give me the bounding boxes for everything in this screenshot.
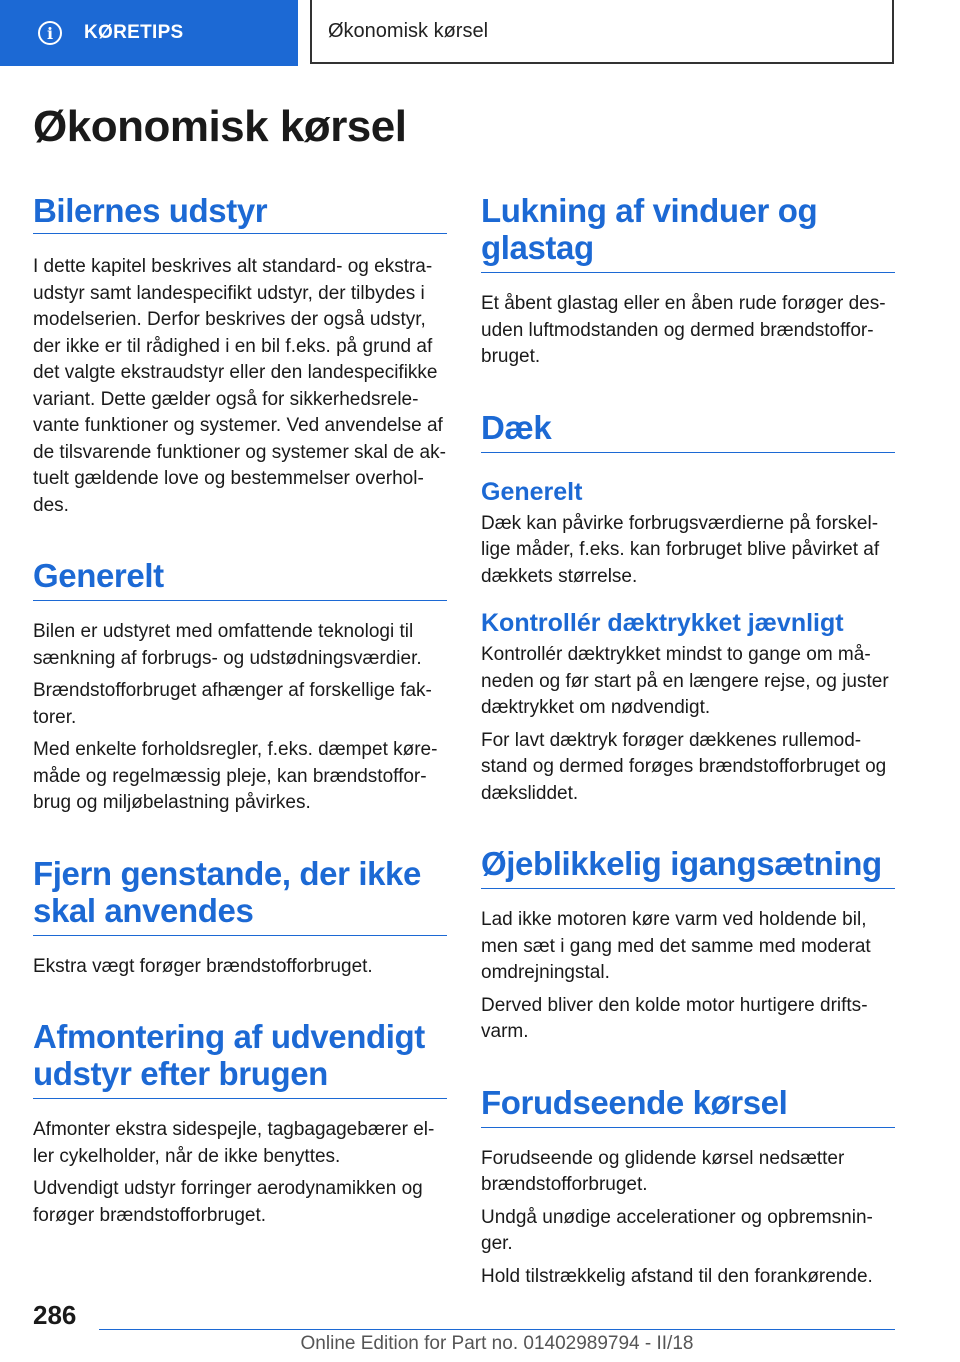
section-text: Et åbent glastag eller en åben rude forøger desuden luftmodstanden og dermed brændstofforbruget. xyxy=(481,293,886,367)
section-title-immediate-start: Øjeblikkelig igangsætning xyxy=(481,845,895,889)
subsection-title-tire-pressure: Kontrollér dæktrykket jævnligt xyxy=(481,609,844,637)
subsection-title-general: Generelt xyxy=(481,477,583,506)
section-title-general: Generelt xyxy=(33,557,447,601)
breadcrumb xyxy=(310,0,894,64)
section-text: I dette kapitel beskrives alt standard- og ekstraudstyr samt landespecifikt udstyr, der tilbydes i modelserien. Derfor beskrives der også udstyr, der ikke er til rådighed i en bil f.eks. på grund af det valgte ekstraudstyr eller den landespecifikke variant. Dette gælder også for sikkerhedsrelevante funktioner og systemer. Ved anvendelse af de tilsvarende funktioner og systemer skal de aktuelt gældende love og bestemmelser overholdes. xyxy=(33,256,446,516)
section-text: Forudseende og glidende kørsel nedsætter brændstofforbruget. xyxy=(481,1147,845,1195)
section-text: Lad ikke motoren køre varm ved holdende bil, men sæt i gang med det samme med moderat omdrejningstal. xyxy=(481,909,871,983)
section-text: For lavt dæktryk forøger dækkenes rullemodstand og dermed forøges brændstofforbruget og dæksliddet. xyxy=(481,729,887,804)
chapter-label: KØRETIPS xyxy=(84,22,184,43)
section-text: Undgå unødige accelerationer og opbremsninger. xyxy=(481,1206,873,1254)
section-title-windows: Lukning af vinduer og glastag xyxy=(481,192,895,273)
section-text: Brændstofforbruget afhænger af forskellige faktorer. xyxy=(33,680,432,728)
right-column xyxy=(481,192,895,1290)
section-text: Med enkelte forholdsregler, f.eks. dæmpet køremåde og regelmæssig pleje, kan brændstofforbrug og miljøbelastning påvirkes. xyxy=(33,739,438,813)
section-title-tires: Dæk xyxy=(481,409,895,453)
section-text: Udvendigt udstyr forringer aerodynamikken og forøger brændstofforbruget. xyxy=(33,1178,423,1226)
section-text: Kontrollér dæktrykket mindst to gange om måneden og før start på en længere rejse, og juster dæktrykket om nødvendigt. xyxy=(481,644,889,718)
section-text: Ekstra vægt forøger brændstofforbruget. xyxy=(33,955,373,977)
breadcrumb-text: Økonomisk kørsel xyxy=(328,19,489,42)
section-text: Derved bliver den kolde motor hurtigere driftsvarm. xyxy=(481,994,868,1042)
section-text: Dæk kan påvirke forbrugsværdierne på forskellige måder, f.eks. kan forbruget blive påvirket af dækkets størrelse. xyxy=(481,512,880,587)
info-icon: i xyxy=(38,21,62,45)
section-text: Bilen er udstyret med omfattende teknologi til sænkning af forbrugs- og udstødningsværdier. xyxy=(33,621,422,669)
page-number: 286 xyxy=(33,1300,77,1330)
chapter-tab[interactable] xyxy=(0,0,298,66)
left-column xyxy=(33,192,447,1229)
footer-divider xyxy=(99,1329,895,1330)
section-text: Afmonter ekstra sidespejle, tagbagagebærer eller cykelholder, når de ikke benyttes. xyxy=(33,1119,435,1167)
section-title-remove-items: Fjern genstande, der ikke skal anvendes xyxy=(33,855,447,936)
page-title: Økonomisk kørsel xyxy=(33,102,407,151)
section-title-anticipatory-driving: Forudseende kørsel xyxy=(481,1084,895,1128)
footer-edition-text: Online Edition for Part no. 01402989794 - II/18 xyxy=(300,1333,694,1354)
section-text: Hold tilstrækkelig afstand til den forankørende. xyxy=(481,1265,873,1287)
section-title-remove-external: Afmontering af udvendigt udstyr efter brugen xyxy=(33,1018,447,1099)
section-title-equipment: Bilernes udstyr xyxy=(33,192,447,234)
